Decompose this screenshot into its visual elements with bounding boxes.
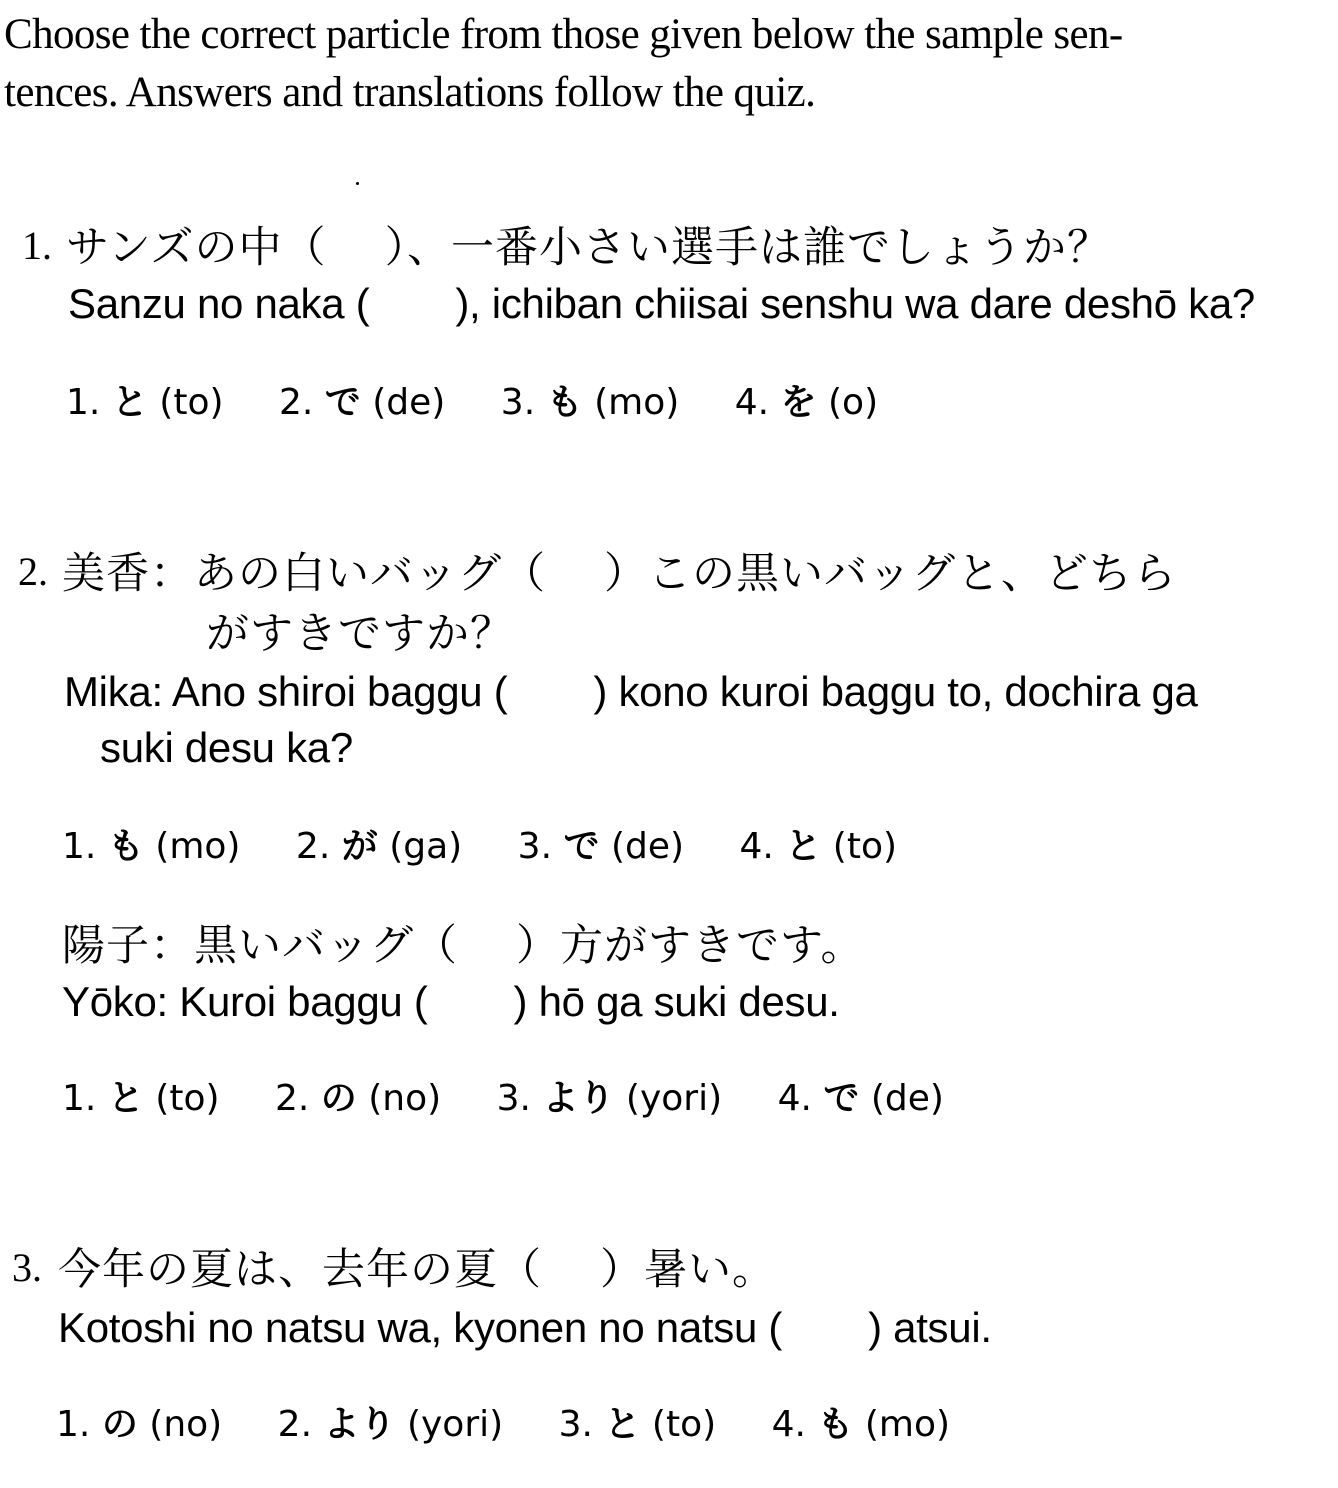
question-2-option-4[interactable]: 4. と (to) xyxy=(739,826,898,867)
question-3-romaji-part-a: Kotoshi no natsu wa, kyonen no natsu ( xyxy=(58,1304,783,1351)
question-2-option-3[interactable]: 3. で (de) xyxy=(517,826,685,867)
question-2-japanese-part-a: 美香：あの白いバッグ（ xyxy=(62,549,546,599)
question-1-japanese xyxy=(66,214,1111,275)
instructions-line-1: Choose the correct particle from those given below the sample sen- xyxy=(4,11,1123,58)
question-2-reply-japanese-part-b: ）方がすきです。 xyxy=(516,921,865,971)
question-2-romaji-part-a: Mika: Ano shiroi baggu ( xyxy=(64,668,508,715)
question-3-number: 3. xyxy=(12,1245,42,1290)
question-2-reply-option-2[interactable]: 2. の (no) xyxy=(274,1078,442,1119)
question-3-option-3[interactable]: 3. と (to) xyxy=(558,1404,717,1445)
question-2-romaji-part-b: ) kono kuroi baggu to, dochira ga xyxy=(593,668,1198,715)
question-2-romaji-line-2: suki desu ka? xyxy=(100,724,353,771)
question-2-reply-romaji-part-a: Yōko: Kuroi baggu ( xyxy=(62,978,428,1025)
instructions-line-2: tences. Answers and translations follow the quiz. xyxy=(4,69,816,116)
question-3-option-1[interactable]: 1. の (no) xyxy=(56,1404,223,1445)
speck-dot xyxy=(356,182,359,185)
question-3-romaji-part-b: ) atsui. xyxy=(868,1304,992,1351)
question-1-japanese-part-b: ）、一番小さい選手は誰でしょうか？ xyxy=(384,223,1112,273)
question-2-reply-japanese-part-a: 陽子：黒いバッグ（ xyxy=(62,921,458,971)
question-1-japanese-part-a: サンズの中（ xyxy=(66,223,327,273)
question-2-japanese-line-2: がすきですか？ xyxy=(206,609,514,659)
question-1-options xyxy=(66,374,922,425)
question-3-option-4[interactable]: 4. も (mo) xyxy=(771,1404,951,1445)
question-1-number: 1. xyxy=(22,223,52,268)
question-2-japanese-part-b: ）この黒いバッグと、どちら xyxy=(604,549,1177,599)
question-2-japanese xyxy=(62,540,1177,601)
question-1-romaji xyxy=(68,280,1255,328)
question-3-romaji xyxy=(58,1304,992,1352)
question-2-reply-options xyxy=(62,1070,988,1121)
question-1-option-4[interactable]: 4. を (o) xyxy=(734,382,879,423)
question-2-options xyxy=(62,818,941,869)
instructions xyxy=(4,6,1324,122)
question-2-reply-option-1[interactable]: 1. と (to) xyxy=(62,1078,220,1119)
question-2-reply-japanese xyxy=(62,912,865,973)
question-2-option-1[interactable]: 1. も (mo) xyxy=(62,826,241,867)
question-2-reply-romaji-part-b: ) hō ga suki desu. xyxy=(513,978,840,1025)
question-2-romaji xyxy=(64,668,1198,716)
question-3-japanese xyxy=(58,1236,776,1297)
question-3-japanese-part-b: ）暑い。 xyxy=(600,1245,776,1295)
question-2-reply-romaji xyxy=(62,978,840,1026)
question-1-romaji-part-b: ), ichiban chiisai senshu wa dare deshō ka? xyxy=(455,280,1255,327)
question-1-option-2[interactable]: 2. で (de) xyxy=(278,382,446,423)
question-2-option-2[interactable]: 2. が (ga) xyxy=(295,826,463,867)
question-1-romaji-part-a: Sanzu no naka ( xyxy=(68,280,370,327)
question-2-reply-option-3[interactable]: 3. より (yori) xyxy=(496,1078,723,1119)
question-1-option-1[interactable]: 1. と (to) xyxy=(66,382,224,423)
question-3-options xyxy=(56,1396,994,1447)
question-3-option-2[interactable]: 2. より (yori) xyxy=(277,1404,504,1445)
question-1-option-3[interactable]: 3. も (mo) xyxy=(500,382,680,423)
question-2-reply-option-4[interactable]: 4. で (de) xyxy=(777,1078,944,1119)
question-2-number: 2. xyxy=(18,549,48,594)
question-3-japanese-part-a: 今年の夏は、去年の夏（ xyxy=(58,1245,542,1295)
